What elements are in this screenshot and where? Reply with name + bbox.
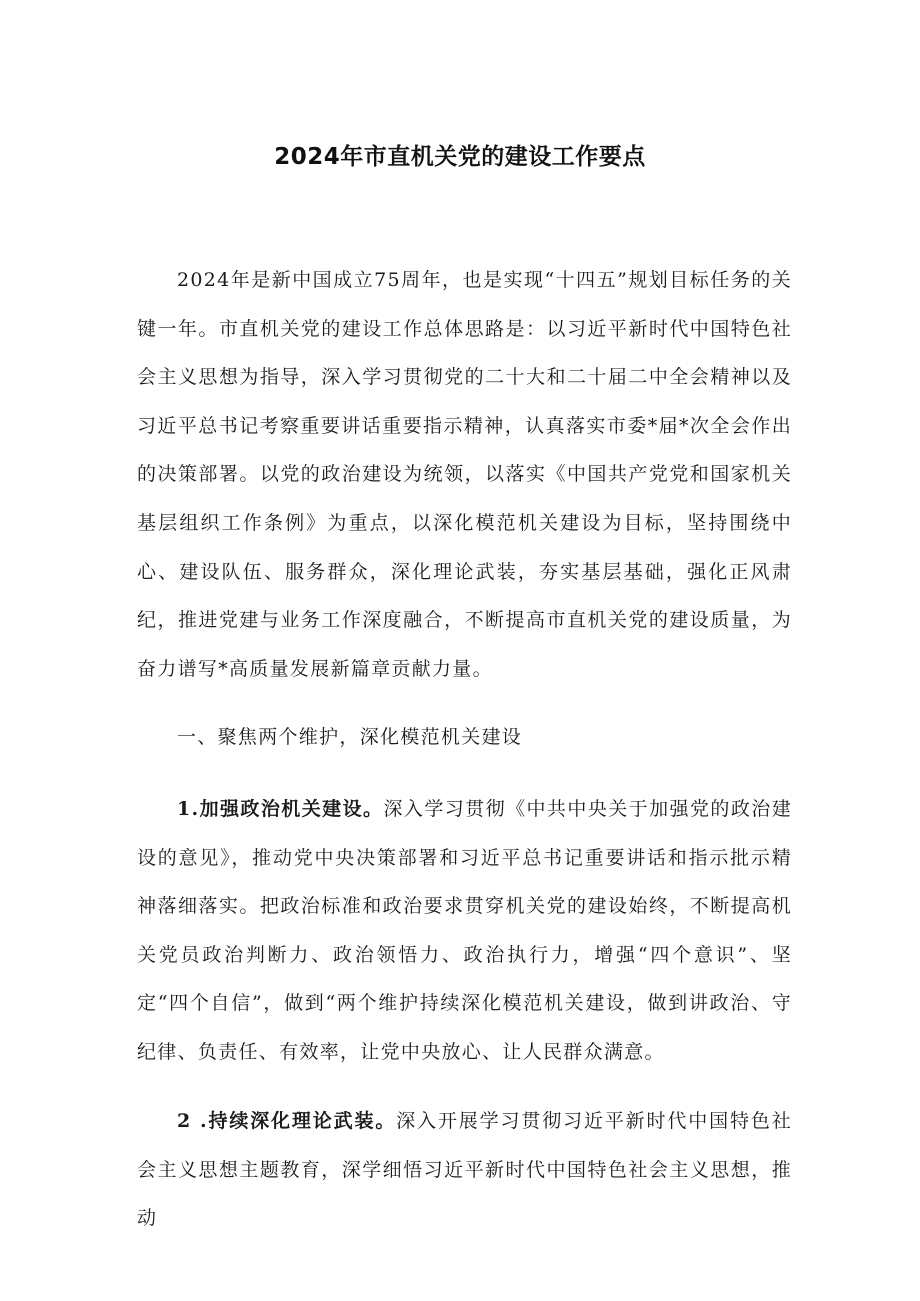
document-title: 2024年市直机关党的建设工作要点 (274, 144, 646, 171)
item-2-lead: 2 .持续深化理论武装。 (177, 1110, 397, 1132)
intro-paragraph: 2024年是新中国成立75周年，也是实现“十四五”规划目标任务的关键一年。市直机关党的建设工作总体思路是：以习近平新时代中国特色社会主义思想为指导，深入学习贯彻党的二十大和二十届二中全会精神以及习近平总书记考察重要讲话重要指示精神，认真落实市委*届*次全会作出的决策部署。以党的政治建设为统领，以落实《中国共产党党和国家机关基层组织工作条例》为重点，以深化模范机关建设为目标，坚持围绕中心、建设队伍、服务群众，深化理论武装，夯实基层基础，强化正风肃纪，推进党建与业务工作深度融合，不断提高市直机关党的建设质量，为奋力谱写*高质量发展新篇章贡献力量。 (137, 269, 792, 680)
item-1-paragraph (137, 785, 792, 1077)
item-2-paragraph (137, 1097, 792, 1243)
item-1-text: 深入学习贯彻《中共中央关于加强党的政治建设的意见》，推动党中央决策部署和习近平总书记重要讲话和指示批示精神落细落实。把政治标准和政治要求贯穿机关党的建设始终，不断提高机关党员政治判断力、政治领悟力、政治执行力，增强“四个意识”、坚定“四个自信”，做到“两个维护持续深化模范机关建设，做到讲政治、守纪律、负责任、有效率，让党中央放心、让人民群众满意。 (137, 798, 792, 1063)
item-2-text: 深入开展学习贯彻习近平新时代中国特色社会主义思想主题教育，深学细悟习近平新时代中国特色社会主义思想，推动 (137, 1110, 792, 1230)
section-heading: 一、聚焦两个维护，深化模范机关建设 (177, 726, 523, 748)
item-1-lead: 1.加强政治机关建设。 (177, 798, 384, 820)
